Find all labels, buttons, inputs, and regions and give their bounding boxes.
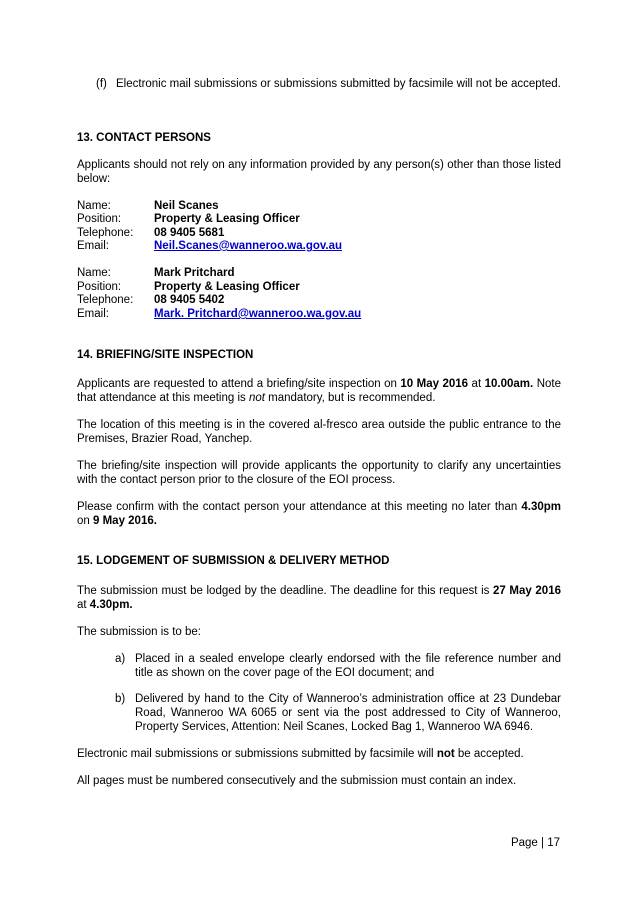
list-item-text: Placed in a sealed envelope clearly endorsed with the file reference number and title as shown on the cover page of the EOI document; and (135, 653, 561, 679)
contact-position: Property & Leasing Officer (154, 281, 300, 293)
email-label: Email: (77, 240, 109, 252)
list-marker: (f) (96, 78, 107, 90)
telephone-label: Telephone: (77, 294, 134, 306)
section-15-paragraph-4: All pages must be numbered consecutively and the submission must contain an index. (77, 775, 517, 787)
email-label: Email: (77, 308, 109, 320)
contact-email-link[interactable]: Neil.Scanes@wanneroo.wa.gov.au (154, 240, 343, 252)
section-15-paragraph-3: Electronic mail submissions or submissions submitted by facsimile will not be accepted. (77, 748, 524, 760)
section-14-paragraph-2: The location of this meeting is in the covered al-fresco area outside the public entrance to the Premises, Brazier Road, Yanchep. (77, 419, 561, 445)
position-label: Position: (77, 213, 122, 225)
position-label: Position: (77, 281, 122, 293)
contact-1-position-row (77, 212, 561, 226)
section-14-heading: 14. BRIEFING/SITE INSPECTION (77, 349, 254, 361)
name-label: Name: (77, 267, 111, 279)
section-15-paragraph-2: The submission is to be: (77, 626, 202, 638)
contact-2-name-row (77, 266, 561, 280)
contact-telephone: 08 9405 5402 (154, 294, 225, 306)
list-marker: a) (115, 653, 126, 665)
contact-2-email-row (77, 307, 561, 321)
contact-email-link[interactable]: Mark. Pritchard@wanneroo.wa.gov.au (154, 308, 362, 320)
telephone-label: Telephone: (77, 227, 134, 239)
list-marker: b) (115, 693, 126, 705)
page-number: Page | 17 (510, 837, 560, 849)
contact-1-telephone-row (77, 226, 561, 240)
section-13-heading: 13. CONTACT PERSONS (77, 132, 211, 144)
section-15-paragraph-1: The submission must be lodged by the deadline. The deadline for this request is 27 May 2016 at 4.30pm. (77, 585, 561, 611)
contact-1-name-row (77, 199, 561, 213)
name-label: Name: (77, 200, 111, 212)
section-14-paragraph-3: The briefing/site inspection will provide applicants the opportunity to clarify any uncertainties with the contact person prior to the closure of the EOI process. (77, 460, 561, 486)
section-15-heading: 15. LODGEMENT OF SUBMISSION & DELIVERY METHOD (77, 555, 390, 567)
contact-2-position-row (77, 280, 561, 294)
contact-1-email-row (77, 239, 561, 253)
section-14-paragraph-4: Please confirm with the contact person your attendance at this meeting no later than 4.30pm on 9 May 2016. (77, 501, 561, 527)
contact-2-telephone-row (77, 293, 561, 307)
contact-name: Neil Scanes (154, 200, 219, 212)
contact-telephone: 08 9405 5681 (154, 227, 225, 239)
intro-item-text: Electronic mail submissions or submissions submitted by facsimile will not be accepted. (116, 78, 561, 90)
contact-position: Property & Leasing Officer (154, 213, 300, 225)
section-14-paragraph-1: Applicants are requested to attend a briefing/site inspection on 10 May 2016 at 10.00am. Note that attendance at this meeting is not mandatory, but is recommended. (77, 378, 561, 404)
list-item-text: Delivered by hand to the City of Wanneroo’s administration office at 23 Dundebar Road, Wanneroo WA 6065 or sent via the post addressed to City of Wanneroo, Property Services, Attention: Neil Scanes, Locked Bag 1, Wanneroo WA 6946. (135, 693, 561, 733)
section-13-intro: Applicants should not rely on any information provided by any person(s) other than those listed below: (77, 159, 561, 185)
contact-name: Mark Pritchard (154, 267, 235, 279)
